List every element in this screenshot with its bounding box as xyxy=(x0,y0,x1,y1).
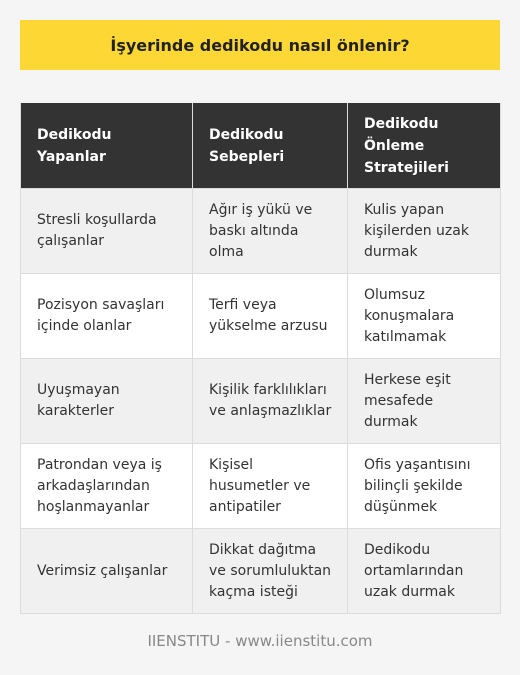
table-row xyxy=(21,529,501,614)
footer-credit: IIENSTITU - www.iienstitu.com xyxy=(147,632,373,650)
column-header-reasons: Dedikodu Sebepleri xyxy=(193,103,348,189)
title-banner xyxy=(20,20,500,70)
table-cell-gossipers: Stresli koşullarda çalışanlar xyxy=(21,189,193,274)
table-cell-gossipers: Uyuşmayan karakterler xyxy=(21,359,193,444)
table-cell-gossipers: Patrondan veya iş arkadaşlarından hoşlanmayanlar xyxy=(21,444,193,529)
table-cell-reason: Dikkat dağıtma ve sorumluluktan kaçma isteği xyxy=(193,529,348,614)
column-header-gossipers: Dedikodu Yapanlar xyxy=(21,103,193,189)
page-title: İşyerinde dedikodu nasıl önlenir? xyxy=(110,35,410,55)
table-cell-gossipers: Pozisyon savaşları içinde olanlar xyxy=(21,274,193,359)
table-cell-reason: Kişilik farklılıkları ve anlaşmazlıklar xyxy=(193,359,348,444)
table-cell-reason: Kişisel husumetler ve antipatiler xyxy=(193,444,348,529)
table-cell-reason: Terfi veya yükselme arzusu xyxy=(193,274,348,359)
table-row xyxy=(21,274,501,359)
table-cell-reason: Ağır iş yükü ve baskı altında olma xyxy=(193,189,348,274)
table-cell-strategy: Dedikodu ortamlarından uzak durmak xyxy=(348,529,501,614)
table-row xyxy=(21,189,501,274)
table-header-row xyxy=(21,103,501,189)
gossip-table xyxy=(20,103,501,614)
table-cell-gossipers: Verimsiz çalışanlar xyxy=(21,529,193,614)
table-cell-strategy: Ofis yaşantısını bilinçli şekilde düşünmek xyxy=(348,444,501,529)
table-cell-strategy: Herkese eşit mesafede durmak xyxy=(348,359,501,444)
table-row xyxy=(21,444,501,529)
table-cell-strategy: Olumsuz konuşmalara katılmamak xyxy=(348,274,501,359)
table-cell-strategy: Kulis yapan kişilerden uzak durmak xyxy=(348,189,501,274)
table-row xyxy=(21,359,501,444)
column-header-strategies: Dedikodu Önleme Stratejileri xyxy=(348,103,501,189)
